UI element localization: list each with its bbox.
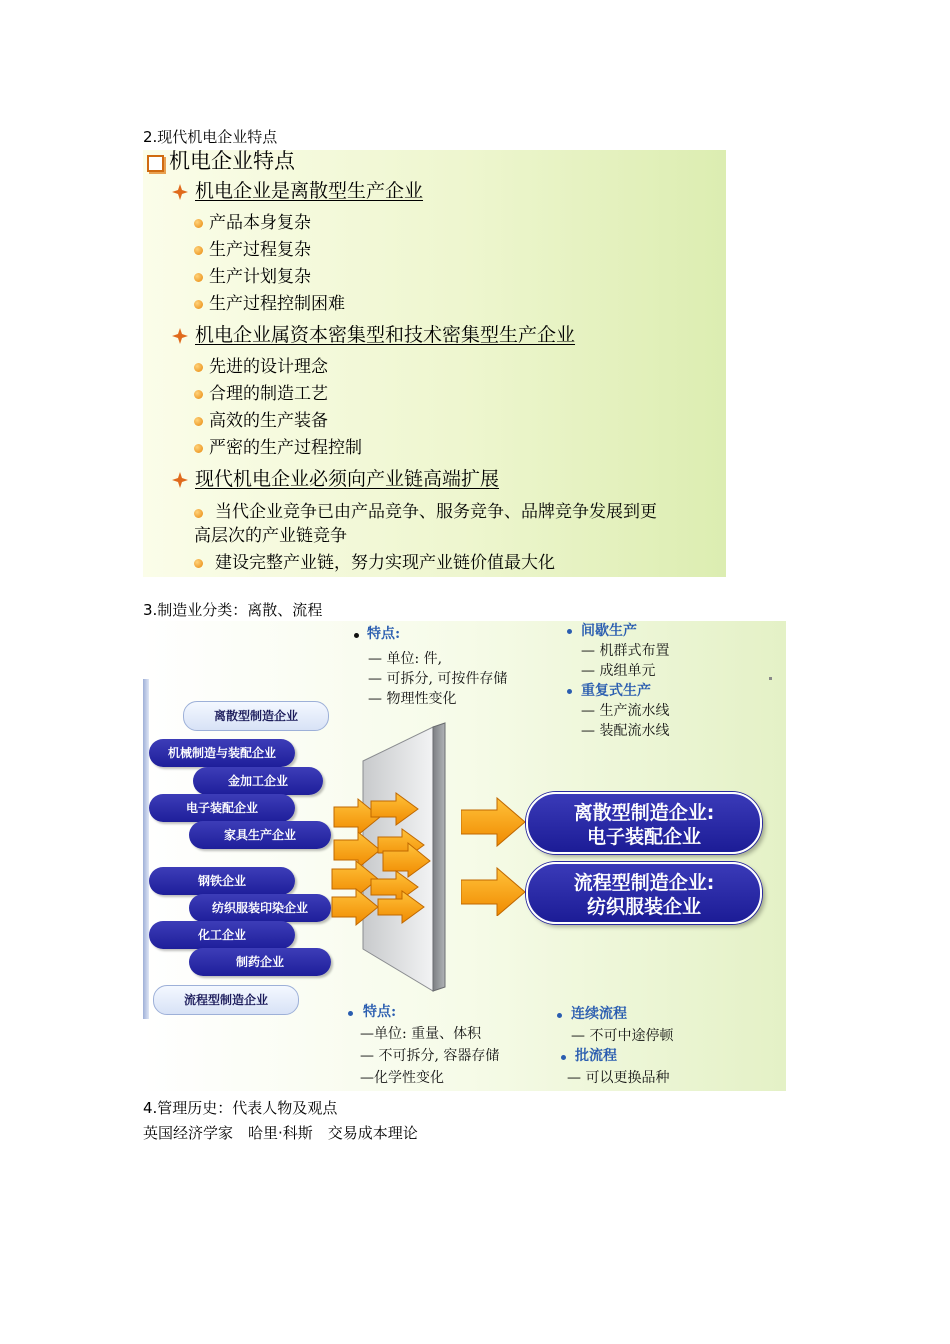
star-bullet-icon [172,184,188,200]
industry-pill: 制药企业 [189,948,331,976]
bullet-dot-icon [557,1013,562,1018]
orange-dot-icon [194,273,203,282]
group-heading-1: 机电企业是离散型生产企业 [195,180,424,202]
process-feature-line: —化学性变化 [360,1070,444,1086]
orange-dot-icon [194,390,203,399]
result-subtitle: 电子装配企业 [586,826,701,848]
orange-dot-icon [194,509,203,518]
type-line: — 成组单元 [581,663,656,679]
slide-title: 机电企业特点 [169,149,295,173]
bullet-dot-icon [567,689,572,694]
list-item: 建设完整产业链，努力实现产业链价值最大化 [215,553,555,573]
industry-pill: 化工企业 [149,921,295,949]
process-category-pill: 流程型制造企业 [153,985,299,1015]
bullet-dot-icon [348,1011,353,1016]
section-4-body: 英国经济学家 哈里·科斯 交易成本理论 [143,1124,418,1142]
list-item: 高效的生产装备 [209,411,328,431]
bullet-dot-icon [354,633,359,638]
list-item-continuation: 高层次的产业链竞争 [194,526,347,546]
list-item: 生产计划复杂 [209,267,311,287]
slide-manufacturing-classification [143,621,786,1091]
industry-pill: 纺织服装印染企业 [189,894,331,922]
industry-pill: 钢铁企业 [149,867,295,895]
small-dot [769,677,772,680]
orange-dot-icon [194,417,203,426]
type-line: — 机群式布置 [581,643,670,659]
list-item: 当代企业竞争已由产品竞争、服务竞争、品牌竞争发展到更 [215,502,657,522]
list-item: 合理的制造工艺 [209,384,328,404]
left-edge-bar [143,679,149,1019]
list-item: 生产过程复杂 [209,240,311,260]
type-line: — 可以更换品种 [567,1070,670,1086]
orange-dot-icon [194,444,203,453]
orange-dot-icon [194,219,203,228]
type-line: — 装配流水线 [581,723,670,739]
orange-dot-icon [194,300,203,309]
section-heading-2: 2.现代机电企业特点 [143,128,278,146]
star-bullet-icon [172,328,188,344]
industry-pill: 机械制造与装配企业 [149,739,295,767]
industry-pill: 电子装配企业 [149,794,295,822]
output-arrows [461,796,531,916]
list-item: 产品本身复杂 [209,213,311,233]
process-feature-line: — 不可拆分, 容器存储 [360,1048,500,1064]
list-item: 严密的生产过程控制 [209,438,362,458]
industry-pill: 金加工企业 [193,767,323,795]
process-feature-label: 特点: [363,1004,397,1020]
result-subtitle: 纺织服装企业 [586,896,701,918]
continuous-process-label: 连续流程 [571,1006,627,1022]
type-line: — 不可中途停顿 [571,1028,674,1044]
slide-electromechanical-features [143,150,726,577]
process-feature-line: —单位: 重量、体积 [360,1026,482,1042]
section-heading-4: 4.管理历史：代表人物及观点 [143,1099,338,1117]
group-heading-3: 现代机电企业必须向产业链高端扩展 [195,468,500,490]
repetitive-production-label: 重复式生产 [581,683,651,699]
discrete-feature-line: — 单位: 件, [368,651,443,667]
industry-pill: 家具生产企业 [189,821,331,849]
orange-dot-icon [194,246,203,255]
discrete-feature-label: 特点: [367,626,401,642]
list-item: 先进的设计理念 [209,357,328,377]
star-bullet-icon [172,472,188,488]
bullet-dot-icon [561,1055,566,1060]
discrete-result-pill [526,792,762,854]
section-heading-3: 3.制造业分类：离散、流程 [143,601,323,619]
result-title: 离散型制造企业: [573,802,715,824]
checkbox-bullet-icon [147,155,164,172]
discrete-feature-line: — 物理性变化 [368,691,457,707]
result-title: 流程型制造企业: [573,872,715,894]
list-item: 生产过程控制困难 [209,294,345,314]
intermittent-production-label: 间歇生产 [581,623,637,639]
discrete-category-pill: 离散型制造企业 [183,701,329,731]
orange-dot-icon [194,363,203,372]
batch-process-label: 批流程 [575,1048,617,1064]
discrete-feature-line: — 可拆分, 可按件存储 [368,671,508,687]
process-result-pill [526,862,762,924]
group-heading-2: 机电企业属资本密集型和技术密集型生产企业 [195,324,576,346]
type-line: — 生产流水线 [581,703,670,719]
bullet-dot-icon [567,629,572,634]
orange-dot-icon [194,559,203,568]
